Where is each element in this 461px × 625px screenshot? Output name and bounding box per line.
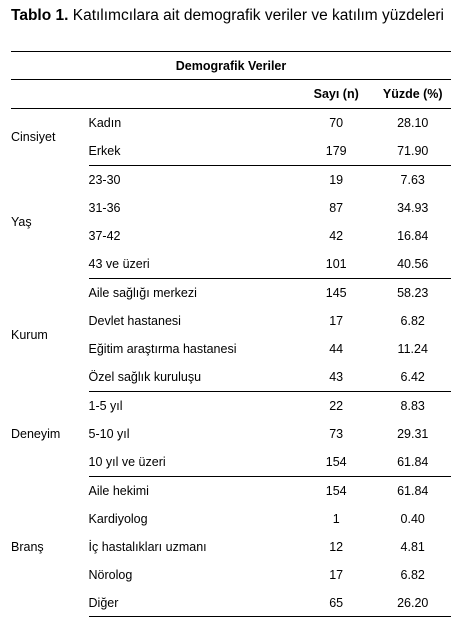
row-label: Kadın [88,116,122,130]
row-label: Eğitim araştırma hastanesi [88,342,237,356]
row-label: Aile sağlığı merkezi [88,286,197,300]
table-row [11,166,451,195]
row-percent: 7.63 [400,173,425,187]
table-row [11,279,451,308]
row-label: 1-5 yıl [88,399,123,413]
row-percent: 6.82 [400,314,425,328]
row-percent: 8.83 [400,399,425,413]
table-header-row [11,80,451,109]
row-count: 179 [298,137,375,166]
header-empty-category [11,80,89,109]
row-label: 31-36 [88,201,121,215]
row-count: 101 [298,250,375,279]
table-caption [11,6,451,25]
demographics-table [11,51,451,617]
table-title-row [11,52,451,80]
row-percent: 28.10 [397,116,429,130]
caption-text: Katılımcılara ait demografik veriler ve katılım yüzdeleri [72,7,445,24]
row-label: 37-42 [88,229,121,243]
row-count: 73 [329,427,344,441]
row-label: 23-30 [88,173,121,187]
row-label: Diğer [89,589,298,617]
table-row [11,109,451,138]
row-percent: 16.84 [397,229,429,243]
row-percent: 6.42 [374,363,451,392]
row-percent: 40.56 [374,250,451,279]
row-count: 43 [298,363,375,392]
group-name: Yaş [11,215,32,229]
row-count: 22 [329,399,344,413]
row-count: 154 [298,448,375,477]
row-percent: 11.24 [397,342,428,356]
row-label: Nörolog [88,568,133,582]
row-label: 10 yıl ve üzeri [89,448,298,477]
row-percent: 61.84 [397,484,429,498]
table-row [11,392,451,421]
row-count: 44 [329,342,344,356]
row-count: 65 [298,589,375,617]
row-label: 43 ve üzeri [89,250,298,279]
table-body [11,109,451,617]
row-label: Kardiyolog [88,512,148,526]
group-name: Cinsiyet [11,130,56,145]
row-percent: 71.90 [374,137,451,166]
row-count: 87 [329,201,344,215]
row-percent: 0.40 [400,512,425,526]
group-name: Kurum [11,328,48,342]
row-label: İç hastalıkları uzmanı [88,540,207,554]
header-percent: Yüzde (%) [374,80,451,109]
row-label: Özel sağlık kuruluşu [89,363,298,392]
row-count: 145 [325,286,347,300]
row-percent: 61.84 [374,448,451,477]
row-label: Aile hekimi [88,484,149,498]
group-name: Deneyim [11,427,61,441]
row-percent: 4.81 [400,540,425,554]
table-title: Demografik Veriler [11,52,451,80]
row-count: 154 [325,484,347,498]
caption-label: Tablo 1. [11,7,69,24]
header-empty-label [89,80,298,109]
row-label: Devlet hastanesi [88,314,181,328]
row-label: Erkek [89,137,298,166]
row-count: 17 [329,314,344,328]
row-percent: 58.23 [397,286,429,300]
row-count: 70 [329,116,344,130]
row-percent: 29.31 [397,427,429,441]
row-count: 1 [332,512,340,526]
row-count: 17 [329,568,344,582]
row-percent: 6.82 [400,568,425,582]
row-percent: 26.20 [374,589,451,617]
row-count: 19 [329,173,344,187]
row-count: 12 [329,540,344,554]
row-percent: 34.93 [397,201,429,215]
header-count: Sayı (n) [298,80,375,109]
group-name: Branş [11,539,44,554]
row-count: 42 [329,229,344,243]
table-row [11,477,451,506]
row-label: 5-10 yıl [88,427,130,441]
